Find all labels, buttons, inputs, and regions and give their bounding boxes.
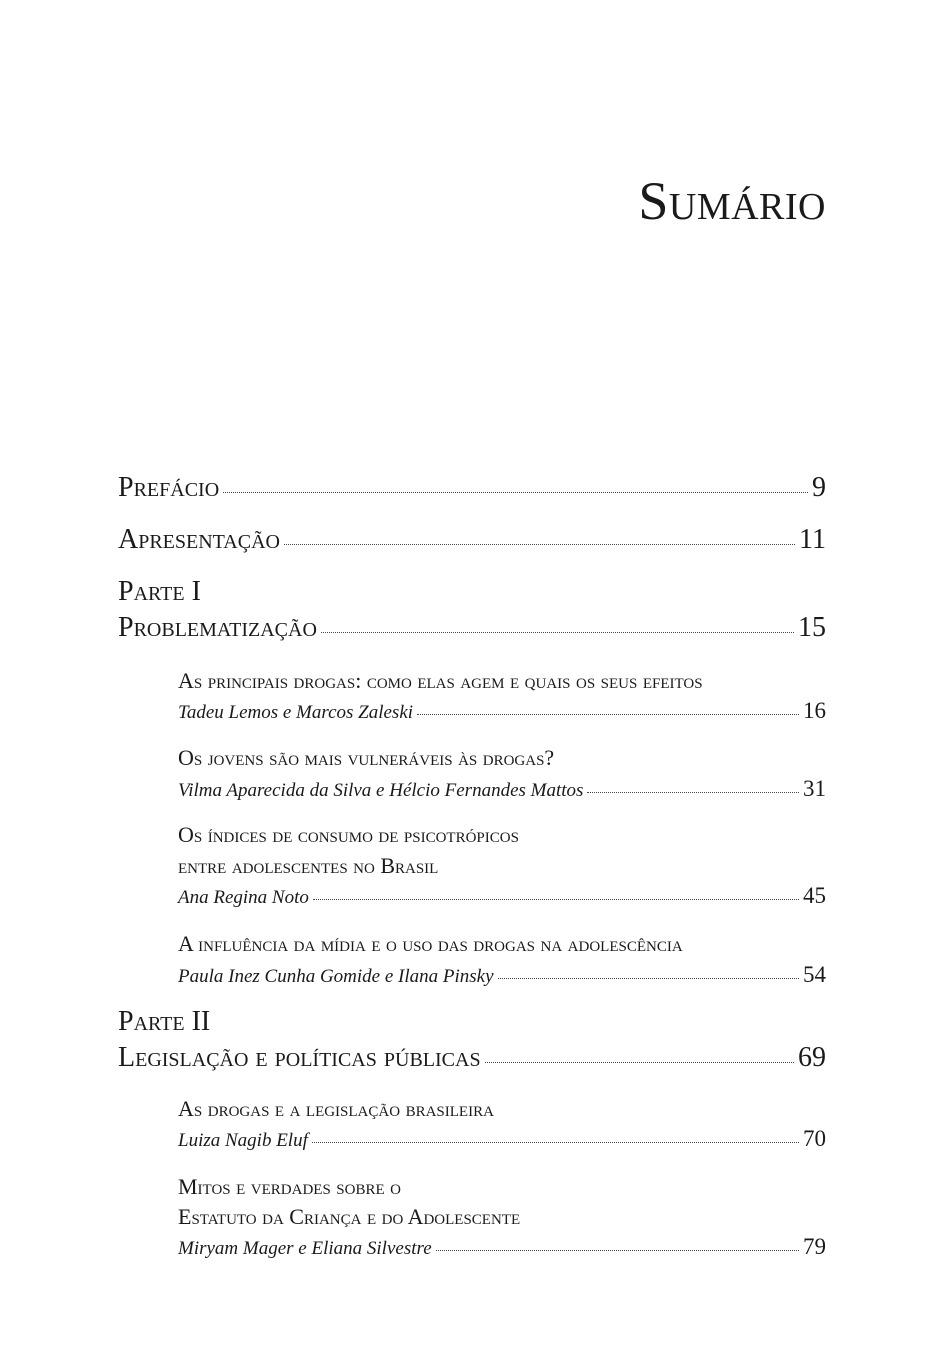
toc-page-number: 16 [803,698,826,723]
toc-entry-chapter-4[interactable] [178,962,826,988]
chapter-title: As principais drogas: como elas agem e quais os seus efeitos [178,668,703,693]
toc-entry-chapter-2[interactable] [178,776,826,802]
toc-page-number: 79 [803,1234,826,1259]
chapter-title: Os jovens são mais vulneráveis às drogas? [178,745,555,770]
dot-leader [485,1062,794,1063]
toc-label: Prefácio [118,472,220,503]
toc-entry-problematizacao[interactable] [118,612,826,644]
toc-page-number: 15 [798,612,826,643]
dot-leader [313,899,799,900]
chapter-title: As drogas e a legislação brasileira [178,1096,494,1121]
dot-leader [321,632,794,633]
chapter-authors: Vilma Aparecida da Silva e Hélcio Fernandes Mattos [178,780,584,801]
toc-page-number: 69 [798,1042,826,1073]
dot-leader [436,1250,799,1251]
toc-page-number: 70 [803,1126,826,1151]
chapter-title-line-1: Os índices de consumo de psicotrópicos [178,822,519,847]
toc-entry-prefacio[interactable] [118,472,826,504]
chapter-title-line-2: entre adolescentes no Brasil [178,853,439,878]
dot-leader [223,492,808,493]
page-title: Sumário [638,171,826,231]
part-heading-2: Parte II [118,1006,211,1037]
chapter-title-line-1: Mitos e verdades sobre o [178,1174,401,1199]
toc-page-number: 45 [803,883,826,908]
toc-label: Apresentação [118,524,280,555]
dot-leader [587,792,799,793]
toc-label: Legislação e políticas públicas [118,1042,481,1073]
dot-leader [498,978,799,979]
toc-entry-legislacao[interactable] [118,1042,826,1074]
chapter-title: A influência da mídia e o uso das drogas na adolescência [178,931,683,956]
chapter-authors: Miryam Mager e Eliana Silvestre [178,1238,432,1259]
toc-entry-chapter-5[interactable] [178,1126,826,1152]
toc-entry-chapter-6[interactable] [178,1234,826,1260]
dot-leader [284,544,795,545]
toc-entry-chapter-1[interactable] [178,698,826,724]
chapter-title-line-2: Estatuto da Criança e do Adolescente [178,1204,521,1229]
part-heading-1: Parte I [118,576,201,607]
chapter-authors: Tadeu Lemos e Marcos Zaleski [178,702,414,723]
toc-page-number: 9 [812,472,826,503]
chapter-authors: Paula Inez Cunha Gomide e Ilana Pinsky [178,966,494,987]
chapter-authors: Ana Regina Noto [178,887,309,908]
dot-leader [312,1142,799,1143]
chapter-authors: Luiza Nagib Eluf [178,1130,308,1151]
toc-label: Problematização [118,612,317,643]
toc-page-number: 31 [803,776,826,801]
toc-entry-apresentacao[interactable] [118,524,826,556]
toc-page-number: 11 [799,524,826,555]
toc-page-number: 54 [803,962,826,987]
dot-leader [417,714,799,715]
toc-entry-chapter-3[interactable] [178,883,826,909]
